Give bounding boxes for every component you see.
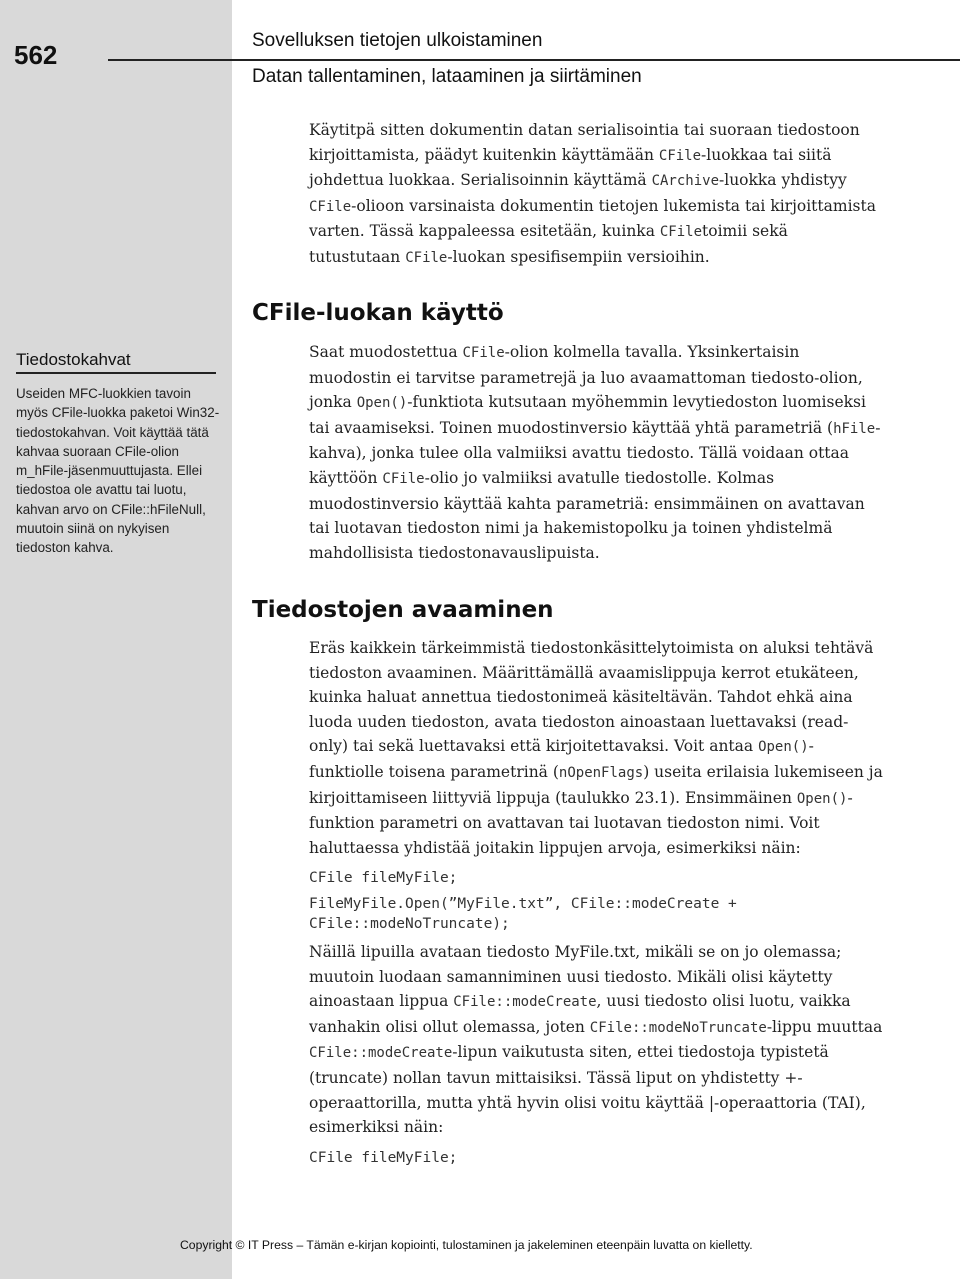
sidebar-note-divider bbox=[16, 372, 216, 374]
sidebar-note-body: Useiden MFC-luokkien tavoin myös CFile-luokka paketoi Win32-tiedostokahvan. Voit käyttää tätä kahvaa suoraan CFile-olion m_hFile-jäsenmuuttujasta. Ellei tiedostoa ole avattu tai luotu, kahvan arvo on CFile::hFileNull, muutoin siinä on nykyisen tiedoston kahva. bbox=[16, 386, 220, 556]
chapter-title: Sovelluksen tietojen ulkoistaminen bbox=[252, 30, 543, 51]
copyright-footer: Copyright © IT Press – Tämän e-kirjan kopiointi, tulostaminen ja jakeleminen eteenpäin luvatta on kielletty. bbox=[180, 1238, 753, 1252]
code-example-declaration-2: CFile fileMyFile; bbox=[309, 1150, 458, 1166]
code-example-open-call: FileMyFile.Open(”MyFile.txt”, CFile::modeCreate + CFile::modeNoTruncate); bbox=[309, 896, 737, 932]
section-heading-opening-files: Tiedostojen avaaminen bbox=[252, 597, 554, 623]
opening-files-paragraph: Eräs kaikkein tärkeimmistä tiedostonkäsittelytoimista on aluksi tehtävä tiedoston avaaminen. Määrittämällä avaamislippuja kerrot etukäteen, kuinka haluat annettua tiedostonimeä käsiteltävän. Tahdot ehkä aina luoda uuden tiedoston, avata tiedoston ainoastaan luettavaksi (read-only) tai sekä luettavaksi että kirjoitettavaksi. Voit antaa Open()-funktiolle toisena parametrinä (nOpenFlags) useita erilaisia lukemiseen ja kirjoittamiseen liittyviä lippuja (taulukko 23.1). Ensimmäinen Open()-funktion parametri on avattavan tai luotavan tiedoston nimi. Voit haluttaessa yhdistää joitakin lippujen arvoja, esimerkiksi näin: bbox=[309, 639, 883, 857]
page-number: 562 bbox=[14, 40, 58, 70]
flags-explanation-paragraph: Näillä lipuilla avataan tiedosto MyFile.txt, mikäli se on jo olemassa; muutoin luodaan samanniminen uusi tiedosto. Mikäli olisi käytetty ainoastaan lippua CFile::modeCreate, uusi tiedosto olisi luotu, vaikka vanhakin olisi ollut olemassa, joten CFile::modeNoTruncate-lippu muuttaa CFile::modeCreate-lipun vaikutusta siten, ettei tiedostoja typistetä (truncate) nollan tavun mittaisiksi. Tässä liput on yhdistetty +-operaattorilla, mutta yhtä hyvin olisi voitu käyttää |-operaattoria (TAI), esimerkiksi näin: bbox=[309, 943, 883, 1137]
section-heading-cfile-usage: CFile-luokan käyttö bbox=[252, 300, 504, 326]
sidebar-note-title: Tiedostokahvat bbox=[16, 350, 131, 369]
code-example-declaration: CFile fileMyFile; bbox=[309, 870, 458, 886]
chapter-subtitle: Datan tallentaminen, lataaminen ja siirtäminen bbox=[252, 66, 642, 87]
header-divider bbox=[108, 59, 960, 61]
intro-paragraph: Käytitpä sitten dokumentin datan serialisointia tai suoraan tiedostoon kirjoittamista, päädyt kuitenkin käyttämään CFile-luokkaa tai siitä johdettua luokkaa. Serialisoinnin käyttämä CArchive-luokka yhdistyy CFile-olioon varsinaista dokumentin tietojen lukemista tai kirjoittamista varten. Tässä kappaleessa esitetään, kuinka CFiletoimii sekä tutustutaan CFile-luokan spesifisempiin versioihin. bbox=[309, 121, 876, 266]
sidebar-background bbox=[0, 0, 232, 1279]
cfile-usage-paragraph: Saat muodostettua CFile-olion kolmella tavalla. Yksinkertaisin muodostin ei tarvitse parametrejä ja luo avaamattoman tiedosto-olion, jonka Open()-funktiota kutsutaan myöhemmin levytiedoston luomiseksi tai avaamiseksi. Toinen muodostinversio käyttää yhtä parametriä (hFile-kahva), jonka tulee olla valmiiksi avattu tiedosto. Tällä voidaan ottaa käyttöön CFile-olio jo valmiiksi avatulle tiedostolle. Kolmas muodostinversio käyttää kahta parametriä: ensimmäinen on avattavan tai luotavan tiedoston nimi ja hakemistopolku ja toinen yhdistelmä mahdollisista tiedostonavauslipuista. bbox=[309, 343, 881, 562]
